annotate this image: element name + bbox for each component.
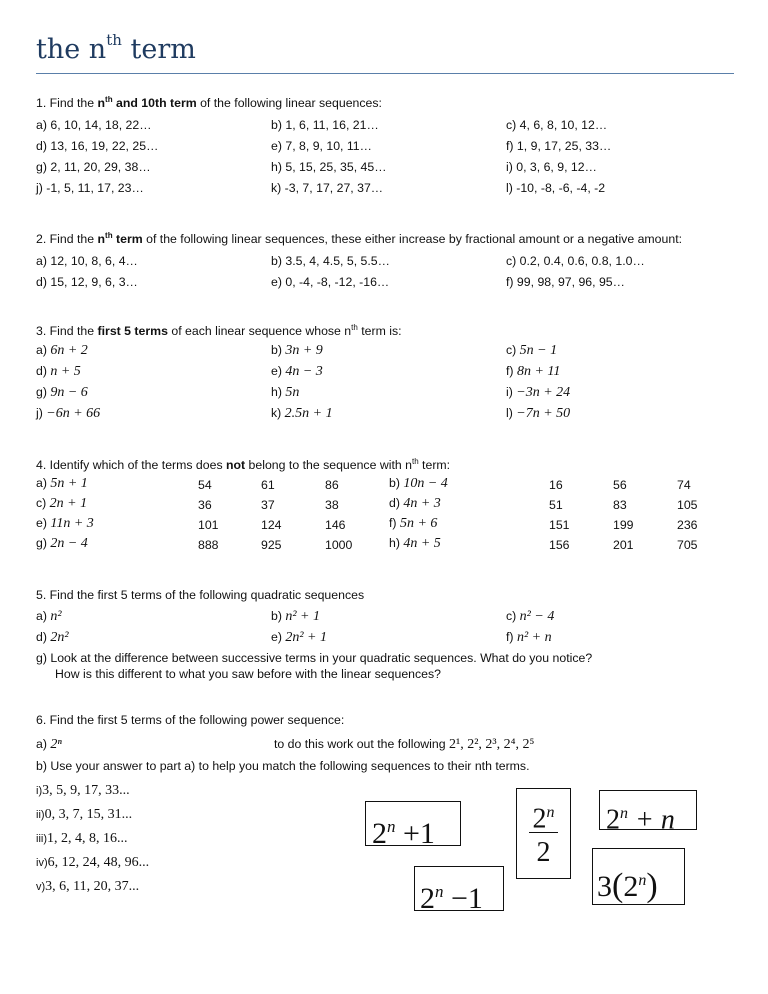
- nth-term-box-2n-minus-1: 2$^n$ −1: [414, 866, 504, 911]
- q1-item: d) 13, 16, 19, 22, 25…: [36, 139, 159, 153]
- q5-item: f) n² + n: [506, 630, 552, 645]
- q4-value: 925: [261, 538, 282, 552]
- q6-seq: iii)1, 2, 4, 8, 16...: [36, 831, 128, 846]
- q6-seq: iv)6, 12, 24, 48, 96...: [36, 855, 150, 870]
- q3-item: b) 3n + 9: [271, 343, 323, 358]
- q4-value: 36: [198, 498, 212, 512]
- q4-expr: c) 2n + 1: [36, 496, 88, 511]
- q3-item: f) 8n + 11: [506, 364, 561, 379]
- q3-item: l) −7n + 50: [506, 406, 571, 421]
- q3-item: g) 9n − 6: [36, 385, 88, 400]
- q4-value: 236: [677, 518, 698, 532]
- q2-item: f) 99, 98, 97, 96, 95…: [506, 275, 625, 289]
- q5-item: a) n²: [36, 609, 62, 624]
- q4-value: 146: [325, 518, 346, 532]
- q3-item: k) 2.5n + 1: [271, 406, 333, 421]
- q1-item: c) 4, 6, 8, 10, 12…: [506, 118, 608, 132]
- q1-item: h) 5, 15, 25, 35, 45…: [271, 160, 387, 174]
- q2-item: e) 0, -4, -8, -12, -16…: [271, 275, 390, 289]
- q4-value: 38: [325, 498, 339, 512]
- page-title: the $n^{th}$ term: [36, 31, 196, 65]
- q1-item: e) 7, 8, 9, 10, 11…: [271, 139, 372, 153]
- q3-item: j) −6n + 66: [36, 406, 101, 421]
- q1-prompt: 1. Find the $n^{th}$ and 10th term of the following linear sequences:: [36, 95, 382, 111]
- fraction-bar: [529, 832, 558, 833]
- q3-item: d) n + 5: [36, 364, 81, 379]
- q4-expr: g) 2n − 4: [36, 536, 88, 551]
- q4-value: 888: [198, 538, 219, 552]
- q1-item: i) 0, 3, 6, 9, 12…: [506, 160, 597, 174]
- q4-expr: f) 5n + 6: [389, 516, 438, 531]
- q5-g-line1: g) Look at the difference between successive terms in your quadratic sequences. What do you notice?: [36, 651, 593, 665]
- q3-item: e) 4n − 3: [271, 364, 323, 379]
- q4-expr: a) 5n + 1: [36, 476, 88, 491]
- q3-item: i) −3n + 24: [506, 385, 571, 400]
- q6-seq: v)3, 6, 11, 20, 37...: [36, 879, 140, 894]
- q2-prompt: 2. Find the $n^{th}$ term of the following linear sequences, these either increase by fractional amount or a negative amount:: [36, 231, 683, 247]
- q5-item: e) 2n² + 1: [271, 630, 328, 645]
- q2-item: d) 15, 12, 9, 6, 3…: [36, 275, 138, 289]
- q3-item: a) 6n + 2: [36, 343, 88, 358]
- q4-expr: h) 4n + 5: [389, 536, 441, 551]
- q2-item: a) 12, 10, 8, 6, 4…: [36, 254, 138, 268]
- q4-prompt: 4. Identify which of the terms does not belong to the sequence with $n^{th}$ term:: [36, 457, 451, 473]
- q6-seq: ii)0, 3, 7, 15, 31...: [36, 807, 133, 822]
- q4-value: 83: [613, 498, 627, 512]
- q5-item: d) 2n²: [36, 630, 69, 645]
- title-rule: [36, 73, 734, 74]
- q4-value: 86: [325, 478, 339, 492]
- q4-value: 705: [677, 538, 698, 552]
- q3-item: c) 5n − 1: [506, 343, 558, 358]
- q4-value: 156: [549, 538, 570, 552]
- q4-value: 151: [549, 518, 570, 532]
- q4-expr: e) 11n + 3: [36, 516, 94, 531]
- q1-item: f) 1, 9, 17, 25, 33…: [506, 139, 612, 153]
- q4-value: 74: [677, 478, 691, 492]
- q6-prompt: 6. Find the first 5 terms of the following power sequence:: [36, 713, 345, 727]
- q1-item: j) -1, 5, 11, 17, 23…: [36, 181, 144, 195]
- q4-value: 16: [549, 478, 563, 492]
- q4-value: 51: [549, 498, 563, 512]
- q4-expr: d) 4n + 3: [389, 496, 441, 511]
- q5-prompt: 5. Find the first 5 terms of the following quadratic sequences: [36, 588, 365, 602]
- q1-item: a) 6, 10, 14, 18, 22…: [36, 118, 152, 132]
- q5-item: c) n² − 4: [506, 609, 555, 624]
- q1-item: b) 1, 6, 11, 16, 21…: [271, 118, 379, 132]
- q1-item: g) 2, 11, 20, 29, 38…: [36, 160, 151, 174]
- q4-value: 61: [261, 478, 275, 492]
- nth-term-box-2n-plus-1: 2$^n$ +1: [365, 801, 461, 846]
- q6-hint: to do this work out the following 2¹, 2², 2³, 2⁴, 2⁵: [274, 737, 535, 752]
- q1-item: k) -3, 7, 17, 27, 37…: [271, 181, 384, 195]
- q6-seq: i)3, 5, 9, 17, 33...: [36, 783, 130, 798]
- q4-value: 124: [261, 518, 282, 532]
- q5-item: b) n² + 1: [271, 609, 321, 624]
- nth-term-box-2n-plus-n: 2$^n$ + n: [599, 790, 697, 830]
- q2-item: c) 0.2, 0.4, 0.6, 0.8, 1.0…: [506, 254, 645, 268]
- q4-value: 105: [677, 498, 698, 512]
- q6-a: a) 2ⁿ: [36, 737, 62, 752]
- nth-term-box-3-times-2n: 3(2$^n$): [592, 848, 685, 905]
- q5-g-line2: How is this different to what you saw before with the linear sequences?: [55, 667, 441, 681]
- q3-prompt: 3. Find the first 5 terms of each linear sequence whose $n^{th}$ term is:: [36, 323, 402, 339]
- q4-value: 56: [613, 478, 627, 492]
- q6-b: b) Use your answer to part a) to help you match the following sequences to their nth terms.: [36, 759, 530, 773]
- q4-value: 54: [198, 478, 212, 492]
- nth-term-box-2n-over-2: 2$^n$ 2: [516, 788, 571, 879]
- q4-value: 101: [198, 518, 219, 532]
- q3-item: h) 5n: [271, 385, 300, 400]
- q4-value: 37: [261, 498, 275, 512]
- q4-value: 201: [613, 538, 634, 552]
- q4-value: 1000: [325, 538, 353, 552]
- q2-item: b) 3.5, 4, 4.5, 5, 5.5…: [271, 254, 390, 268]
- q1-item: l) -10, -8, -6, -4, -2: [506, 181, 606, 195]
- q4-value: 199: [613, 518, 634, 532]
- q4-expr: b) 10n − 4: [389, 476, 448, 491]
